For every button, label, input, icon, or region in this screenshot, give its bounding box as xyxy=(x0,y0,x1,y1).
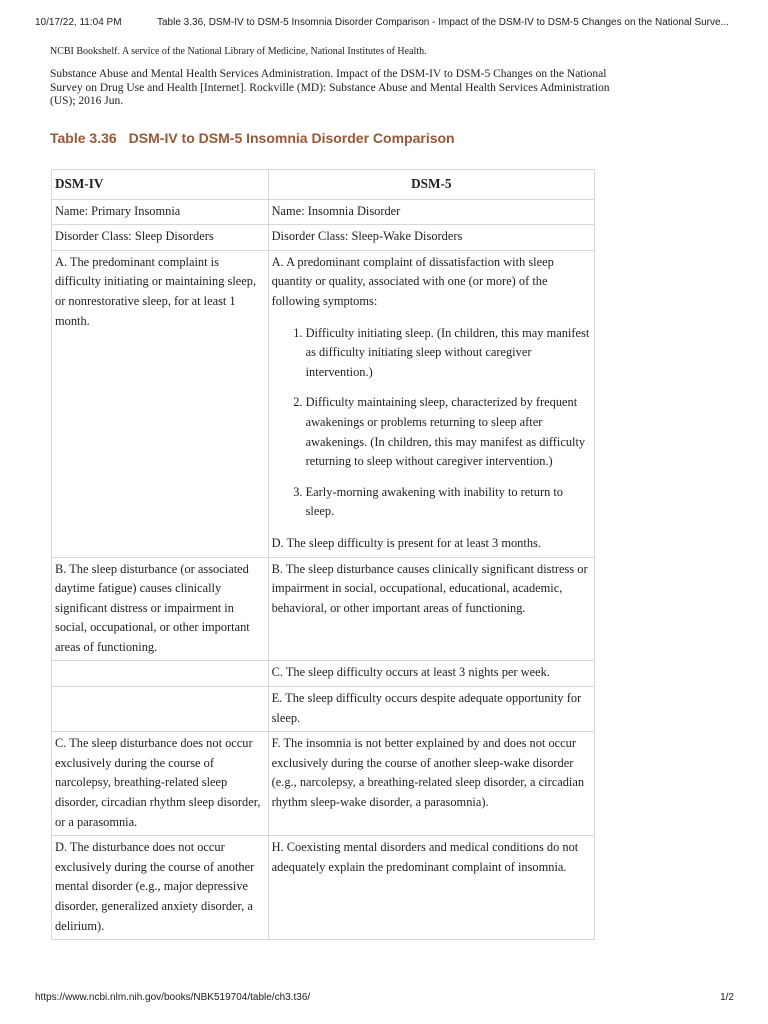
cell-dsm-5: C. The sleep difficulty occurs at least 3 nights per week. xyxy=(268,661,594,687)
cell-dsm-5: Disorder Class: Sleep-Wake Disorders xyxy=(268,225,594,251)
table-row xyxy=(52,557,595,661)
cell-dsm-iv: Name: Primary Insomnia xyxy=(52,199,269,225)
table-row xyxy=(52,661,595,687)
table-title-text: DSM-IV to DSM-5 Insomnia Disorder Comparison xyxy=(128,130,455,146)
table-row xyxy=(52,199,595,225)
print-page-title: Table 3.36, DSM-IV to DSM-5 Insomnia Disorder Comparison - Impact of the DSM-IV to DSM-5 Changes on the National Surve... xyxy=(157,17,729,28)
cell-dsm-iv: B. The sleep disturbance (or associated daytime fatigue) causes clinically significant distress or impairment in social, occupational, or other important areas of functioning. xyxy=(52,557,269,661)
print-timestamp: 10/17/22, 11:04 PM xyxy=(35,17,122,28)
cell-dsm-5: H. Coexisting mental disorders and medical conditions do not adequately explain the predominant complaint of insomnia. xyxy=(268,836,594,940)
cell-dsm-iv: C. The sleep disturbance does not occur exclusively during the course of narcolepsy, breathing-related sleep disorder, circadian rhythm sleep disorder, or a parasomnia. xyxy=(52,732,269,836)
table-row xyxy=(52,836,595,940)
cell-dsm-5: Name: Insomnia Disorder xyxy=(268,199,594,225)
table-header-row xyxy=(52,170,595,200)
cell-dsm-5 xyxy=(268,250,594,557)
header-dsm-5: DSM-5 xyxy=(268,170,594,200)
cell-dsm-5: E. The sleep difficulty occurs despite adequate opportunity for sleep. xyxy=(268,687,594,732)
cell-dsm-iv: D. The disturbance does not occur exclusively during the course of another mental disorder (e.g., major depressive disorder, generalized anxiety disorder, a delirium). xyxy=(52,836,269,940)
cell-dsm-5: B. The sleep disturbance causes clinically significant distress or impairment in social, occupational, educational, academic, behavioral, or other important areas of functioning. xyxy=(268,557,594,661)
cell-dsm-iv: Disorder Class: Sleep Disorders xyxy=(52,225,269,251)
print-footer xyxy=(35,992,738,1003)
print-header xyxy=(35,17,738,28)
table-row xyxy=(52,250,595,557)
table-row xyxy=(52,732,595,836)
cell-dsm-5: F. The insomnia is not better explained by and does not occur exclusively during the course of another sleep-wake disorder (e.g., narcolepsy, a breathing-related sleep disorder, a circadian rhythm sleep-wake disorder, a parasomnia). xyxy=(268,732,594,836)
bookshelf-note: NCBI Bookshelf. A service of the National Library of Medicine, National Institutes of Health. xyxy=(50,46,427,57)
cell-dsm-iv xyxy=(52,661,269,687)
cell-dsm-iv: A. The predominant complaint is difficulty initiating or maintaining sleep, or nonrestorative sleep, for at least 1 month. xyxy=(52,250,269,557)
table-row xyxy=(52,225,595,251)
table-number: Table 3.36 xyxy=(50,130,117,146)
list-item: 3. Early-morning awakening with inability to return to sleep. xyxy=(306,483,591,522)
table-title xyxy=(50,130,455,146)
list-item: 2. Difficulty maintaining sleep, characterized by frequent awakenings or problems returning to sleep after awakenings. (In children, this may manifest as difficulty returning to sleep without caregiver intervention.) xyxy=(306,393,591,471)
symptom-list xyxy=(272,324,591,522)
cell-dsm-iv xyxy=(52,687,269,732)
citation: Substance Abuse and Mental Health Services Administration. Impact of the DSM-IV to DSM-5 Changes on the National Survey on Drug Use and Health [Internet]. Rockville (MD): Substance Abuse and Mental Health Services Administration (US); 2016 Jun. xyxy=(50,68,610,107)
criterion-a-intro: A. A predominant complaint of dissatisfaction with sleep quantity or quality, associated with one (or more) of the following symptoms: xyxy=(271,254,554,308)
page-number: 1/2 xyxy=(720,992,734,1003)
comparison-table xyxy=(51,169,595,940)
table-row xyxy=(52,687,595,732)
list-item: 1. Difficulty initiating sleep. (In children, this may manifest as difficulty initiating sleep without caregiver intervention.) xyxy=(306,324,591,383)
page-url[interactable]: https://www.ncbi.nlm.nih.gov/books/NBK519704/table/ch3.t36/ xyxy=(35,992,311,1003)
header-dsm-iv: DSM-IV xyxy=(52,170,269,200)
criterion-d: D. The sleep difficulty is present for at least 3 months. xyxy=(271,535,541,550)
